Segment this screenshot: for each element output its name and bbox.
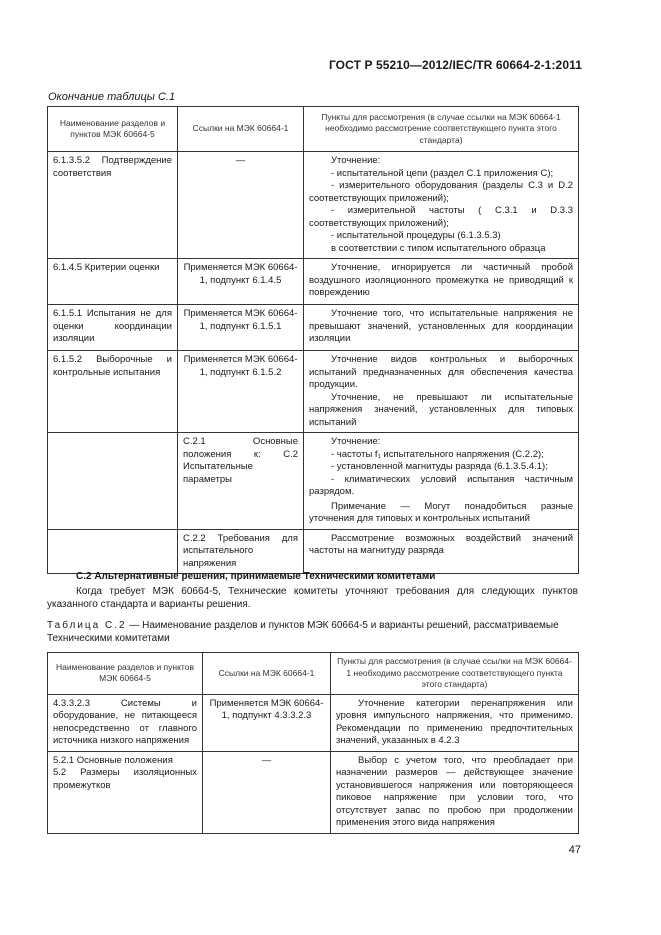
- points-cell: [331, 751, 579, 833]
- table-row: [48, 694, 579, 751]
- reference-cell: —: [203, 751, 331, 833]
- table-row: [48, 152, 579, 259]
- point-line: Уточнение того, что испытательные напряжения не превышают значений, установленных для координации изоляции: [309, 308, 573, 344]
- points-cell: [304, 152, 579, 259]
- reference-cell: Применяется МЭК 60664-1, подпункт 6.1.4.5: [178, 259, 304, 305]
- reference-cell: Применяется МЭК 60664-1, подпункт 6.1.5.1: [178, 305, 304, 351]
- table-row: [48, 351, 579, 433]
- reference-cell: Применяется МЭК 60664-1, подпункт 6.1.5.2: [178, 351, 304, 433]
- point-line: Уточнение:: [331, 436, 381, 447]
- reference-cell: Применяется МЭК 60664-1, подпункт 4.3.3.2.3: [203, 694, 331, 751]
- col-header-section: Наименование разделов и пунктов МЭК 60664-5: [48, 107, 178, 152]
- section-line: 5.2 Размеры изоляционных промежутков: [53, 767, 197, 791]
- section-cell: [48, 529, 178, 574]
- point-line: Уточнение, не превышают ли испытательные напряжения значений, установленных для типовых испытаний: [309, 391, 573, 428]
- table2-caption-text: — Наименование разделов и пунктов МЭК 60664-5 и варианты решений, рассматриваемые Техническими комитетами: [47, 620, 559, 644]
- point-line: - установленной магнитуды разряда (6.1.3.5.4.1);: [331, 461, 548, 472]
- table-row: [48, 529, 579, 574]
- point-line: - измерительной частоты ( С.3.1 и D.3.3 соответствующих приложений);: [309, 205, 573, 229]
- point-line: в соответствии с типом испытательного образца: [331, 242, 546, 254]
- reference-cell: С.2.1 Основные положения к: С.2 Испытательные параметры: [178, 433, 304, 530]
- point-line: - измерительного оборудования (разделы С.3 и D.2 соответствующих приложений);: [309, 180, 573, 204]
- point-line: - испытательной процедуры (6.1.3.5.3): [331, 230, 501, 241]
- section-heading: С.2 Альтернативные решения, принимаемые Техническими комитетами: [76, 571, 436, 582]
- point-line: Рассмотрение возможных воздействий значений частоты на магнитуду разряда: [309, 532, 573, 556]
- table-row: [48, 751, 579, 833]
- table-c2: [47, 652, 579, 834]
- section-cell: 4.3.3.2.3 Системы и оборудование, не питающееся непосредственно от главного источника низкого напряжения: [48, 694, 203, 751]
- page-number: 47: [568, 844, 581, 856]
- table2-caption: [47, 620, 578, 645]
- reference-cell: С.2.2 Требования для испытательного напряжения: [178, 529, 304, 574]
- section-cell: 6.1.4.5 Критерии оценки: [48, 259, 178, 305]
- table-c1: [47, 106, 579, 574]
- points-cell: [304, 529, 579, 574]
- section-cell: 6.1.5.2 Выборочные и контрольные испытания: [48, 351, 178, 433]
- reference-cell: —: [178, 152, 304, 259]
- table2-caption-label: Таблица С.2: [47, 620, 127, 631]
- col-header-points: Пункты для рассмотрения (в случае ссылки на МЭК 60664-1 необходимо рассмотрение соответствующего пункта этого стандарта): [304, 107, 579, 152]
- table-row: [48, 305, 579, 351]
- table-header-row: [48, 107, 579, 152]
- point-line: - частоты f₁ испытательного напряжения (С.2.2);: [331, 448, 544, 460]
- section-paragraph: Когда требует МЭК 60664-5, Технические комитеты уточняют требования для следующих пунктов указанного стандарта и варианты решения.: [47, 586, 578, 610]
- table-row: [48, 433, 579, 530]
- document-header: ГОСТ Р 55210—2012/IEC/TR 60664-2-1:2011: [328, 58, 582, 72]
- point-line: - климатических условий испытания частичным разрядом.: [309, 473, 573, 497]
- col-header-points: Пункты для рассмотрения (в случае ссылки на МЭК 60664-1 необходимо рассмотрение соответствующего пункта этого стандарта): [331, 653, 579, 695]
- points-cell: [304, 433, 579, 530]
- table-row: [48, 259, 579, 305]
- section-cell: [48, 751, 203, 833]
- section-cell: 6.1.5.1 Испытания не для оценки координации изоляции: [48, 305, 178, 351]
- points-cell: [304, 351, 579, 433]
- point-line: Уточнение, игнорируется ли частичный пробой воздушного изоляционного промежутка не приводящий к повреждению: [309, 262, 573, 298]
- section-line: 5.2.1 Основные положения: [53, 754, 173, 766]
- col-header-reference: Ссылки на МЭК 60664-1: [203, 653, 331, 695]
- section-cell: [48, 433, 178, 530]
- points-cell: [304, 259, 579, 305]
- col-header-reference: Ссылки на МЭК 60664-1: [178, 107, 304, 152]
- section-cell: 6.1.3.5.2 Подтверждение соответствия: [48, 152, 178, 259]
- note-line: Примечание — Могут понадобиться разные уточнения для типовых и контрольных испытаний: [309, 500, 573, 524]
- table1-caption: Окончание таблицы С.1: [48, 91, 176, 103]
- point-line: - испытательной цепи (раздел С.1 приложения С);: [331, 167, 554, 179]
- col-header-section: Наименование разделов и пунктов МЭК 60664-5: [48, 653, 203, 695]
- point-line: Уточнение:: [331, 155, 381, 166]
- point-line: Уточнение видов контрольных и выборочных испытаний предназначенных для обеспечения качества продукции.: [309, 354, 573, 390]
- point-line: Выбор с учетом того, что преобладает при назначении размеров — действующее значение установившегося напряжения или повторяющееся пиковое напряжение при условии того, что отсутствует запас по пробою при продолжении применения этого вида напряжения: [336, 754, 573, 828]
- table-header-row: [48, 653, 579, 695]
- points-cell: [331, 694, 579, 751]
- points-cell: [304, 305, 579, 351]
- point-line: Уточнение категории перенапряжения или уровня импульсного напряжения, что применимо. Рекомендации по применению предпочтительных значений, указанных в 4.2.3: [336, 697, 573, 746]
